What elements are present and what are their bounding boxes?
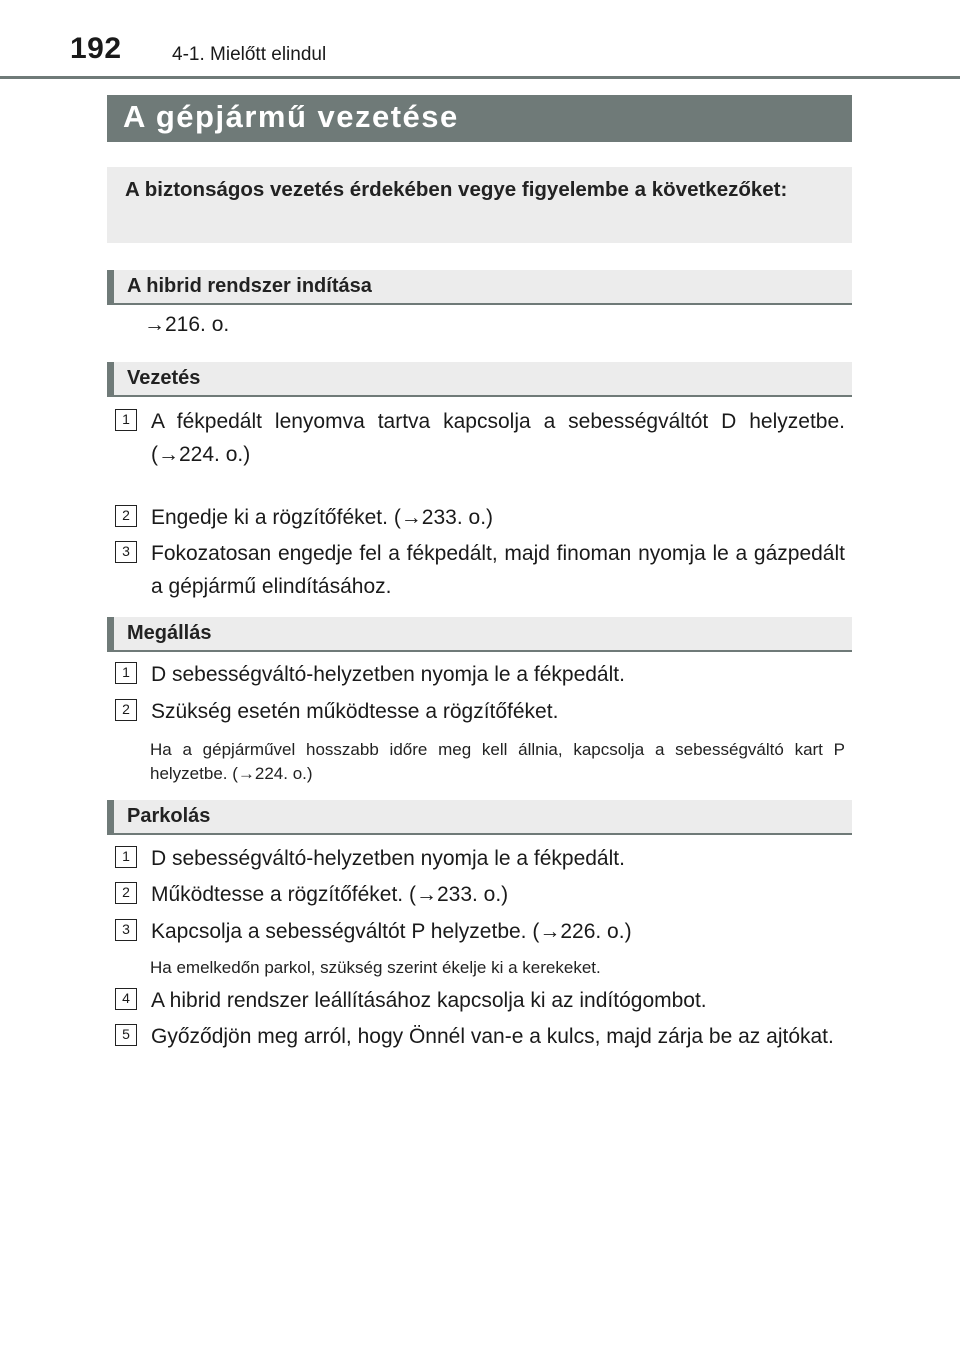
parking-step (115, 984, 845, 1017)
stopping-step (115, 658, 845, 691)
driving-step (115, 405, 845, 471)
parking-step (115, 1020, 845, 1053)
step-text: Fokozatosan engedje fel a fékpedált, majd finoman nyomja le a gázpedált a gépjármű elindításához. (151, 542, 845, 598)
step-text: Működtesse a rögzítőféket. (→233. o.) (151, 883, 509, 906)
step-text: Engedje ki a rögzítőféket. (→233. o.) (151, 506, 494, 529)
step-number-badge: 3 (115, 541, 137, 563)
step-text: D sebességváltó-helyzetben nyomja le a fékpedált. (151, 663, 625, 686)
stopping-note: Ha a gépjárművel hosszabb időre meg kell állnia, kapcsolja a sebességváltó kart P helyzetbe. (→224. o.) (150, 740, 845, 783)
section-heading-driving: Vezetés (107, 362, 852, 397)
step-number-badge: 4 (115, 988, 137, 1010)
step-text: Szükség esetén működtesse a rögzítőféket. (151, 700, 559, 723)
chapter-title: 4-1. Mielőtt elindul (172, 44, 327, 65)
page-title: A gépjármű vezetése (123, 99, 459, 134)
step-number-badge: 2 (115, 699, 137, 721)
driving-step (115, 501, 845, 534)
page-title-bar (107, 95, 852, 142)
step-number-badge: 2 (115, 505, 137, 527)
step-number-badge: 1 (115, 846, 137, 868)
step-text: D sebességváltó-helyzetben nyomja le a fékpedált. (151, 847, 625, 870)
section-heading-start: A hibrid rendszer indítása (107, 270, 852, 305)
section-heading-parking: Parkolás (107, 800, 852, 835)
parking-step (115, 915, 845, 948)
step-text: A fékpedált lenyomva tartva kapcsolja a sebességváltót D helyzetbe. (→224. o.) (151, 410, 845, 466)
step-number-badge: 1 (115, 662, 137, 684)
step-text: Kapcsolja a sebességváltót P helyzetbe. (→226. o.) (151, 920, 632, 943)
step-number-badge: 1 (115, 409, 137, 431)
header-divider (0, 76, 960, 79)
step-number-badge: 3 (115, 919, 137, 941)
step-number-badge: 2 (115, 882, 137, 904)
start-page-reference: →216. o. (144, 313, 230, 336)
parking-step (115, 878, 845, 911)
stopping-step (115, 695, 845, 728)
intro-box: A biztonságos vezetés érdekében vegye figyelembe a következőket: (107, 167, 852, 243)
driving-step (115, 537, 845, 603)
step-number-badge: 5 (115, 1024, 137, 1046)
step-text: A hibrid rendszer leállításához kapcsolja ki az indítógombot. (151, 989, 707, 1012)
parking-step (115, 842, 845, 875)
page-number: 192 (70, 32, 122, 65)
section-heading-stopping: Megállás (107, 617, 852, 652)
step-text: Győződjön meg arról, hogy Önnél van-e a kulcs, majd zárja be az ajtókat. (151, 1025, 834, 1048)
parking-note: Ha emelkedőn parkol, szükség szerint ékelje ki a kerekeket. (150, 958, 601, 977)
